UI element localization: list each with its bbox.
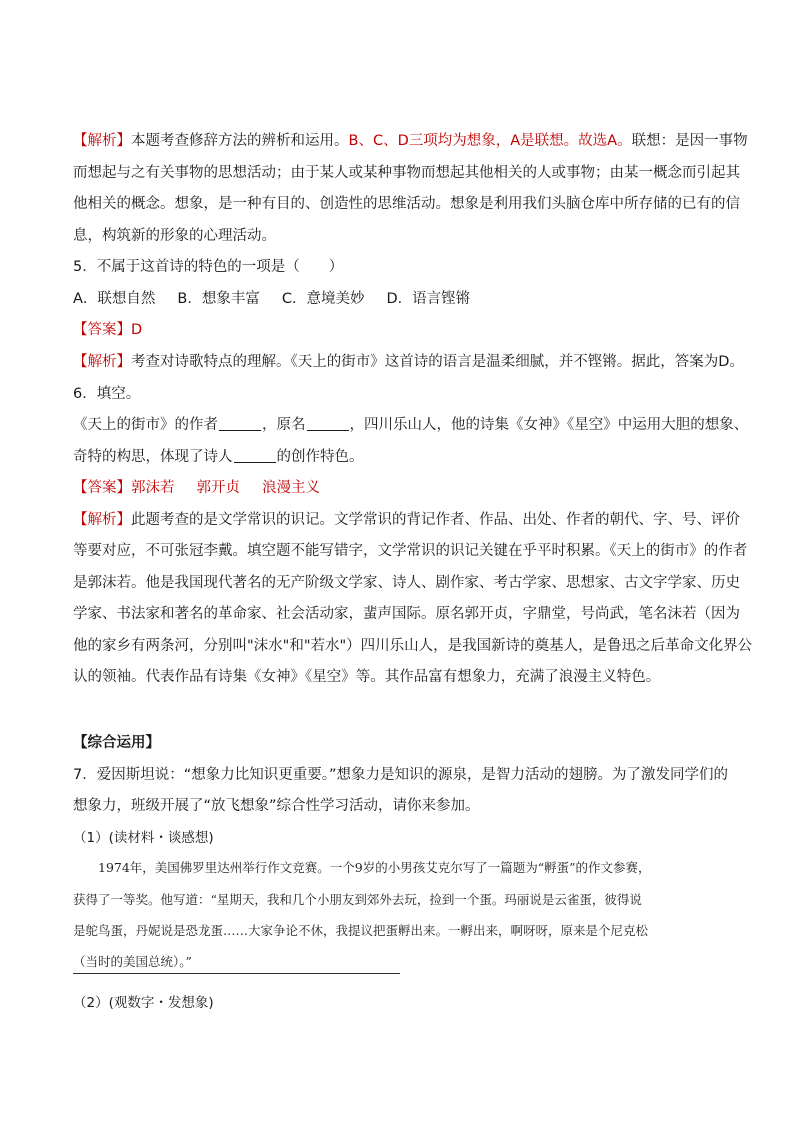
option-d: D．语言铿锵 <box>386 291 471 307</box>
q6-line-2 <box>73 447 733 467</box>
analysis-label: 【解析】 <box>73 354 131 370</box>
fill-blank <box>219 416 261 431</box>
fill-blank <box>234 448 276 463</box>
q6-analysis-line-5: 他的家乡有两条河，分别叫"沫水"和"若水"）四川乐山人，是我国新诗的奠基人，是鲁迅之后革命文化界公 <box>73 638 753 654</box>
q6-text: ，原名 <box>262 417 306 433</box>
q4-analysis-line-4: 息，构筑新的形象的心理活动。 <box>73 228 276 244</box>
analysis-text: 此题考查的是文学常识的识记。文学常识的背记作者、作品、出处、作者的朝代、字、号、评价 <box>131 512 740 528</box>
analysis-label: 【解析】 <box>73 512 131 528</box>
q5-options <box>73 289 733 309</box>
material-line-2: 获得了一等奖。他写道：“星期天，我和几个小朋友到郊外去玩，捡到一个蛋。玛丽说是云雀蛋，彼得说 <box>73 892 642 907</box>
option-c: C．意境美妙 <box>281 291 365 307</box>
q4-analysis-line-2: 而想起与之有关事物的思想活动；由于某人或某种事物而想起其他相关的人或事物；由某一概念而引起其 <box>73 165 740 181</box>
q7-part-1: （1）(读材料・谈感想) <box>73 830 214 846</box>
analysis-text: 联想：是因一事物 <box>631 133 748 149</box>
q5-answer <box>73 320 733 340</box>
q6-line-1 <box>73 415 749 435</box>
q4-analysis-line-1 <box>73 131 748 151</box>
material-line-4: （当时的美国总统）。” <box>73 954 192 969</box>
q6-text: 的创作特色。 <box>276 449 364 465</box>
q6-analysis-line-1 <box>73 510 740 530</box>
answer-label: 【答案】 <box>73 322 131 338</box>
q6-stem: 6．填空。 <box>73 386 141 402</box>
analysis-answer-text: B、C、D三项均为想象，A是联想。故选A。 <box>348 133 632 149</box>
q6-text: ，四川乐山人，他的诗集《女神》《星空》中运用大胆的想象、 <box>349 417 749 433</box>
q4-analysis-line-3: 他相关的概念。想象，是一种有目的、创造性的思维活动。想象是利用我们头脑仓库中所存储的已有的信 <box>73 196 740 212</box>
q5-stem: 5．不属于这首诗的特色的一项是（ ） <box>73 259 344 275</box>
q6-answer <box>73 478 733 498</box>
answer-value: 郭沫若 <box>131 480 175 496</box>
q6-analysis-line-2: 等要对应，不可张冠李戴。填空题不能写错字，文学常识的识记关键在乎平时积累。《天上的街市》的作者 <box>73 543 748 559</box>
fill-blank <box>307 416 349 431</box>
answer-label: 【答案】 <box>73 480 131 496</box>
q6-analysis-line-6: 认的领袖。代表作品有诗集《女神》《星空》等。其作品富有想象力，充满了浪漫主义特色。 <box>73 669 661 685</box>
analysis-label: 【解析】 <box>73 133 131 149</box>
answer-value: 郭开贞 <box>196 480 240 496</box>
q6-text: 奇特的构思，体现了诗人 <box>73 449 233 465</box>
analysis-text: 考查对诗歌特点的理解。《天上的街市》这首诗的语言是温柔细腻，并不铿锵。据此，答案为D。 <box>131 354 744 370</box>
q6-text: 《天上的街市》的作者 <box>73 417 218 433</box>
analysis-text: 本题考查修辞方法的辨析和运用。 <box>131 133 349 149</box>
answer-value: 浪漫主义 <box>262 480 320 496</box>
section-title: 【综合运用】 <box>73 735 160 751</box>
q7-part-2: （2）(观数字・发想象) <box>73 995 214 1011</box>
material-line-3: 是鸵鸟蛋，丹妮说是恐龙蛋……大家争论不休，我提议把蛋孵出来。一孵出来，啊呀呀，原来是个尼克松 <box>73 923 649 938</box>
option-a: A．联想自然 <box>73 291 156 307</box>
q7-stem-line-2: 想象力，班级开展了“放飞想象”综合性学习活动，请你来参加。 <box>73 798 480 814</box>
answer-value: D <box>131 322 143 338</box>
option-b: B．想象丰富 <box>177 291 260 307</box>
q6-analysis-line-3: 是郭沫若。他是我国现代著名的无产阶级文学家、诗人、剧作家、考古学家、思想家、古文字学家、历史 <box>73 575 740 591</box>
material-line-1: 1974年，美国佛罗里达州举行作文竞赛。一个9岁的小男孩艾克尔写了一篇题为“孵蛋”的作文参赛， <box>98 860 651 875</box>
answer-line <box>73 973 400 974</box>
q6-analysis-line-4: 学家、书法家和著名的革命家、社会活动家，蜚声国际。原名郭开贞，字鼎堂，号尚武，笔名沫若（因为 <box>73 606 740 622</box>
q7-stem-line-1: 7．爱因斯坦说：“想象力比知识更重要。”想象力是知识的源泉，是智力活动的翅膀。为了激发同学们的 <box>73 767 728 783</box>
q5-analysis <box>73 352 744 372</box>
